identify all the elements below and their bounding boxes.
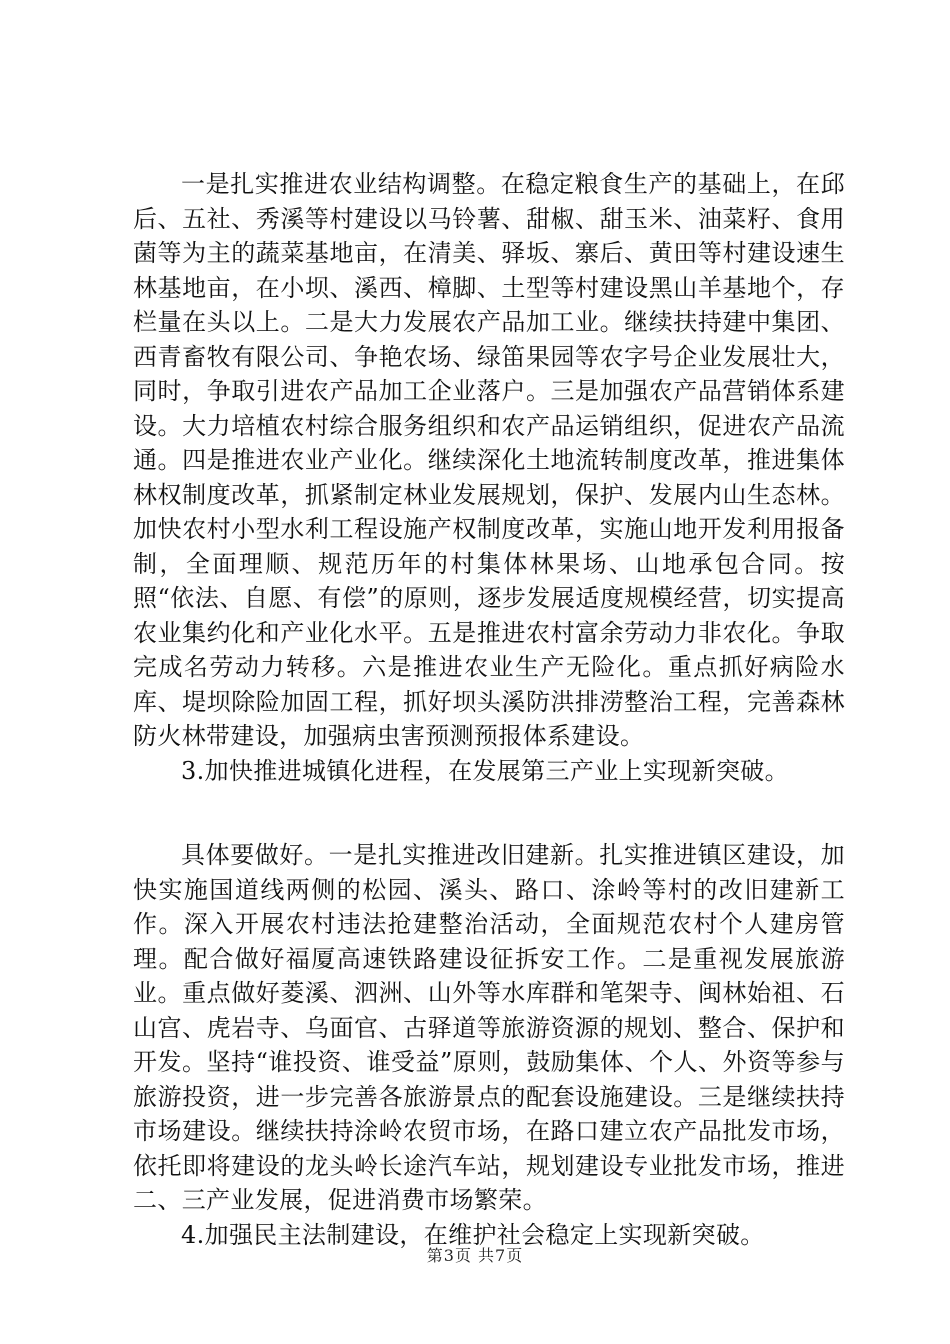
body-paragraph: 具体要做好。一是扎实推进改旧建新。扎实推进镇区建设，加快实施国道线两侧的松园、溪头、路口、涂岭等村的改旧建新工作。深入开展农村违法抢建整治活动，全面规范农村个人建房管理。配合做好福厦高速铁路建设征拆安工作。二是重视发展旅游业。重点做好菱溪、泗洲、山外等水库群和笔架寺、闽林始祖、石山宫、虎岩寺、乌面官、古驿道等旅游资源的规划、整合、保护和开发。坚持“谁投资、谁受益”原则，鼓励集体、个人、外资等参与旅游投资，进一步完善各旅游景点的配套设施建设。三是继续扶持市场建设。继续扶持涂岭农贸市场，在路口建立农产品批发市场，依托即将建设的龙头岭长途汽车站，规划建设专业批发市场，推进二、三产业发展，促进消费市场繁荣。 xyxy=(133,841,845,1214)
paragraph-spacer xyxy=(133,788,845,838)
page-footer: 第3页 共7页 xyxy=(426,1246,524,1265)
section-heading: 4.加强民主法制建设，在维护社会稳定上实现新突破。 xyxy=(181,1220,765,1249)
section-heading: 3.加快推进城镇化进程，在发展第三产业上实现新突破。 xyxy=(181,756,789,785)
document-body xyxy=(133,167,845,1252)
body-paragraph: 一是扎实推进农业结构调整。在稳定粮食生产的基础上，在邱后、五社、秀溪等村建设以马铃薯、甜椒、甜玉米、油菜籽、食用菌等为主的蔬菜基地亩，在清美、驿坂、寨后、黄田等村建设速生林基地亩，在小坝、溪西、樟脚、土型等村建设黑山羊基地个，存栏量在头以上。二是大力发展农产品加工业。继续扶持建中集团、西青畜牧有限公司、争艳农场、绿笛果园等农字号企业发展壮大，同时，争取引进农产品加工企业落户。三是加强农产品营销体系建设。大力培植农村综合服务组织和农产品运销组织，促进农产品流通。四是推进农业产业化。继续深化土地流转制度改革，推进集体林权制度改革，抓紧制定林业发展规划，保护、发展内山生态林。加快农村小型水利工程设施产权制度改革，实施山地开发利用报备制，全面理顺、规范历年的村集体林果场、山地承包合同。按照“依法、自愿、有偿”的原则，逐步发展适度规模经营，切实提高农业集约化和产业化水平。五是推进农村富余劳动力非农化。争取完成名劳动力转移。六是推进农业生产无险化。重点抓好病险水库、堤坝除险加固工程，抓好坝头溪防洪排涝整治工程，完善森林防火林带建设，加强病虫害预测预报体系建设。 xyxy=(133,170,845,750)
